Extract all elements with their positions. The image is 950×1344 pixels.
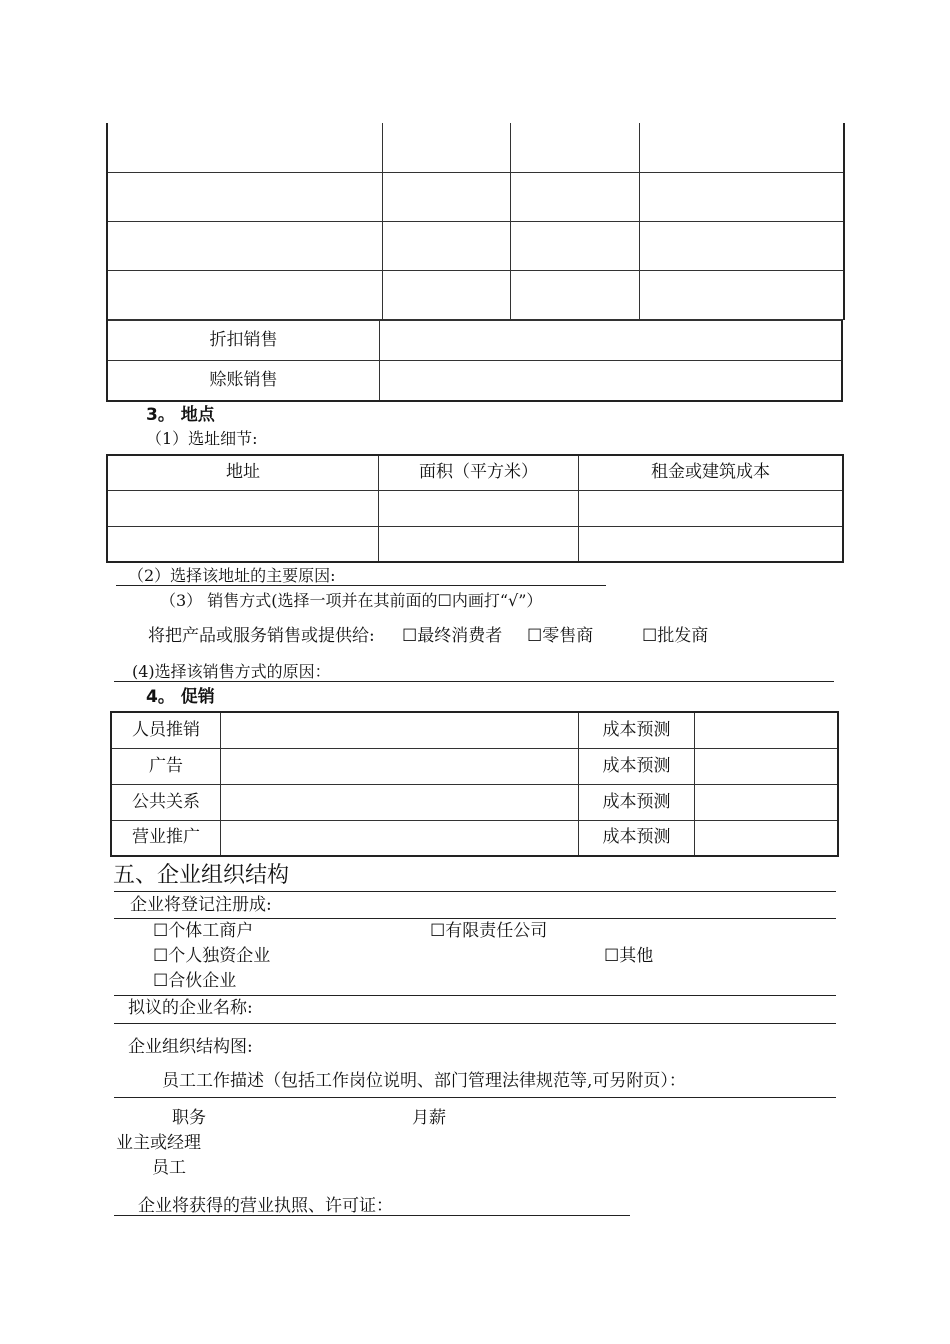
job-desc-label: 员工工作描述（包括工作岗位说明、部门管理法律规范等,可另附页）：: [162, 1071, 686, 1091]
table-cell[interactable]: [511, 123, 640, 172]
divider: [114, 1097, 836, 1098]
employee-label: 员工: [152, 1158, 186, 1178]
table-cell[interactable]: [107, 526, 379, 562]
promo-label: 营业推广: [111, 820, 221, 856]
promotion-heading: 4。 促销: [146, 687, 215, 707]
table-cell[interactable]: [107, 270, 383, 319]
option-individual[interactable]: ☐个体工商户: [153, 921, 254, 941]
discount-sales-label: 折扣销售: [107, 321, 380, 361]
sales-table-top: [106, 123, 845, 320]
table-cell[interactable]: [640, 221, 845, 270]
discount-sales-input[interactable]: [380, 321, 843, 361]
cost-forecast-input[interactable]: [695, 712, 839, 748]
cost-forecast-label: 成本预测: [579, 820, 695, 856]
site-reason-label: （2）选择该地址的主要原因:: [128, 566, 336, 585]
table-cell[interactable]: [107, 490, 379, 526]
cost-forecast-label: 成本预测: [579, 784, 695, 820]
promo-desc-input[interactable]: [221, 784, 579, 820]
col-area: 面积（平方米）: [379, 455, 579, 490]
org-chart-label: 企业组织结构图:: [128, 1037, 253, 1057]
sales-reason-line[interactable]: [114, 681, 834, 682]
col-rent: 租金或建筑成本: [579, 455, 844, 490]
table-cell[interactable]: [383, 172, 511, 221]
promo-desc-input[interactable]: [221, 820, 579, 856]
table-cell[interactable]: [383, 123, 511, 172]
table-cell[interactable]: [107, 172, 383, 221]
cost-forecast-input[interactable]: [695, 748, 839, 784]
promotion-table: [110, 711, 839, 857]
table-cell[interactable]: [640, 270, 845, 319]
credit-sales-input[interactable]: [380, 361, 843, 401]
option-sole[interactable]: ☐个人独资企业: [153, 946, 271, 966]
cost-forecast-input[interactable]: [695, 784, 839, 820]
option-retailer[interactable]: ☐零售商: [527, 626, 594, 646]
site-reason-line[interactable]: [116, 585, 606, 586]
table-cell[interactable]: [511, 270, 640, 319]
proposed-name-label: 拟议的企业名称:: [128, 998, 253, 1018]
cost-forecast-label: 成本预测: [579, 748, 695, 784]
divider: [114, 918, 836, 919]
table-cell[interactable]: [640, 172, 845, 221]
license-line[interactable]: [114, 1215, 630, 1216]
register-label: 企业将登记注册成:: [130, 895, 272, 915]
table-cell[interactable]: [379, 490, 579, 526]
table-cell[interactable]: [511, 221, 640, 270]
table-cell[interactable]: [511, 172, 640, 221]
license-label: 企业将获得的营业执照、许可证：: [138, 1196, 393, 1216]
cost-forecast-label: 成本预测: [579, 712, 695, 748]
salary-header: 月薪: [412, 1108, 446, 1128]
owner-label: 业主或经理: [116, 1133, 201, 1153]
position-header: 职务: [172, 1108, 206, 1128]
option-consumer[interactable]: ☐最终消费者: [402, 626, 503, 646]
promo-desc-input[interactable]: [221, 748, 579, 784]
proposed-name-line[interactable]: [114, 1023, 836, 1024]
location-heading: 3。 地点: [146, 405, 215, 425]
org-heading: 五、企业组织结构: [113, 863, 290, 888]
sales-method-label: （3） 销售方式(选择一项并在其前面的☐内画打“√”）: [160, 591, 543, 610]
promo-desc-input[interactable]: [221, 712, 579, 748]
table-cell[interactable]: [579, 526, 844, 562]
divider: [114, 891, 836, 892]
cost-forecast-input[interactable]: [695, 820, 839, 856]
option-partnership[interactable]: ☐合伙企业: [153, 971, 237, 991]
option-llc[interactable]: ☐有限责任公司: [430, 921, 548, 941]
table-cell[interactable]: [107, 123, 383, 172]
col-address: 地址: [107, 455, 379, 490]
sales-reason-label: (4)选择该销售方式的原因：: [132, 662, 331, 681]
table-cell[interactable]: [579, 490, 844, 526]
option-other[interactable]: ☐其他: [604, 946, 654, 966]
site-details-label: （1）选址细节:: [146, 429, 258, 448]
table-cell[interactable]: [383, 270, 511, 319]
table-cell[interactable]: [640, 123, 845, 172]
sales-method-table: [106, 320, 843, 402]
credit-sales-label: 赊账销售: [107, 361, 380, 401]
promo-label: 人员推销: [111, 712, 221, 748]
location-table: [106, 454, 844, 563]
option-wholesaler[interactable]: ☐批发商: [642, 626, 709, 646]
table-cell[interactable]: [107, 221, 383, 270]
sell-to-label: 将把产品或服务销售或提供给:: [148, 626, 375, 646]
divider: [114, 995, 836, 996]
table-cell[interactable]: [383, 221, 511, 270]
promo-label: 广告: [111, 748, 221, 784]
promo-label: 公共关系: [111, 784, 221, 820]
table-cell[interactable]: [379, 526, 579, 562]
